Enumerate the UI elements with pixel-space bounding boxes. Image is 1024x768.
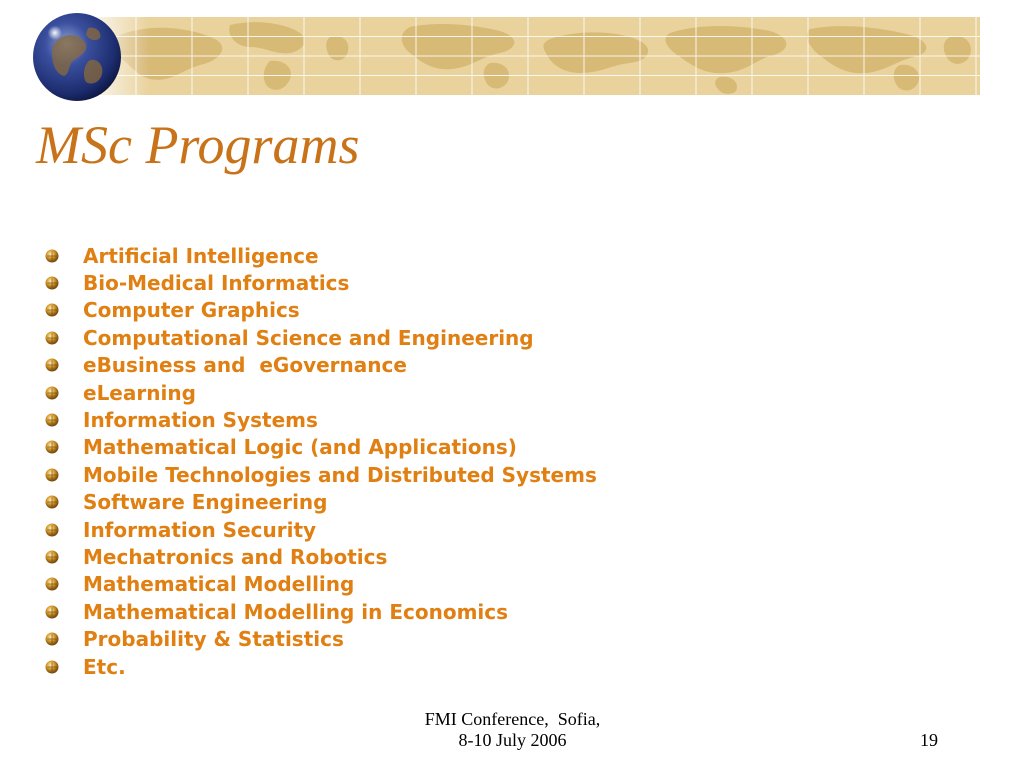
- program-label: Mechatronics and Robotics: [83, 544, 388, 569]
- list-item: [44, 406, 597, 433]
- bullet-orb-icon: [44, 330, 60, 346]
- bullet-orb-icon: [44, 549, 60, 565]
- globe-icon: [30, 10, 124, 104]
- program-label: Bio-Medical Informatics: [83, 271, 350, 296]
- bullet-orb-icon: [44, 357, 60, 373]
- list-item: [44, 242, 597, 269]
- program-label: Artificial Intelligence: [83, 243, 319, 268]
- footer-conference-info: [400, 709, 625, 751]
- program-label: Information Security: [83, 517, 317, 542]
- bullet-orb-icon: [44, 412, 60, 428]
- list-item: [44, 269, 597, 296]
- bullet-orb-icon: [44, 439, 60, 455]
- list-item: [44, 571, 597, 598]
- list-item: [44, 598, 597, 625]
- list-item: [44, 434, 597, 461]
- list-item: [44, 653, 597, 680]
- program-label: Probability & Statistics: [83, 627, 344, 652]
- list-item: [44, 516, 597, 543]
- list-item: [44, 352, 597, 379]
- program-label: Mathematical Modelling: [83, 572, 355, 597]
- list-item: [44, 489, 597, 516]
- program-label: Computer Graphics: [83, 298, 300, 323]
- program-label: Computational Science and Engineering: [83, 325, 534, 350]
- bullet-orb-icon: [44, 248, 60, 264]
- program-label: Mathematical Logic (and Applications): [83, 435, 517, 460]
- bullet-orb-icon: [44, 604, 60, 620]
- footer-line-2: 8-10 July 2006: [458, 730, 567, 750]
- program-label: Mobile Technologies and Distributed Systems: [83, 462, 597, 487]
- bullet-orb-icon: [44, 576, 60, 592]
- list-item: [44, 461, 597, 488]
- slide-title: MSc Programs: [36, 115, 360, 175]
- footer-line-1: FMI Conference, Sofia,: [424, 709, 601, 729]
- list-item: [44, 297, 597, 324]
- bullet-orb-icon: [44, 522, 60, 538]
- program-list: [44, 242, 597, 680]
- world-map-banner: [80, 17, 980, 95]
- list-item: [44, 625, 597, 652]
- program-label: Etc.: [83, 654, 126, 679]
- bullet-orb-icon: [44, 494, 60, 510]
- bullet-orb-icon: [44, 659, 60, 675]
- page-number: 19: [920, 730, 938, 750]
- program-label: eLearning: [83, 380, 196, 405]
- bullet-orb-icon: [44, 631, 60, 647]
- program-label: Mathematical Modelling in Economics: [83, 599, 509, 624]
- bullet-orb-icon: [44, 385, 60, 401]
- bullet-orb-icon: [44, 275, 60, 291]
- list-item: [44, 324, 597, 351]
- list-item: [44, 543, 597, 570]
- program-label: eBusiness and eGovernance: [83, 353, 407, 378]
- program-label: Software Engineering: [83, 490, 328, 515]
- program-label: Information Systems: [83, 408, 318, 433]
- bullet-orb-icon: [44, 302, 60, 318]
- list-item: [44, 379, 597, 406]
- bullet-orb-icon: [44, 467, 60, 483]
